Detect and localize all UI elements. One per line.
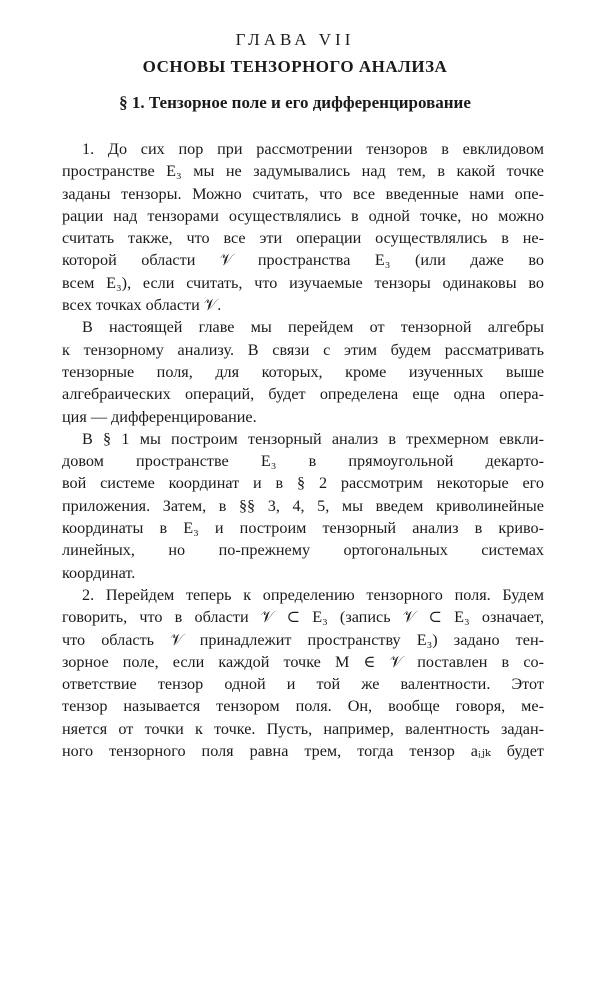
section-heading: § 1. Тензорное поле и его дифференцирование <box>119 93 471 112</box>
text-line: тензорные поля, для которых, кроме изученных выше <box>62 362 544 381</box>
text-line: тензор называется тензором поля. Он, вообще говоря, ме- <box>62 697 544 716</box>
text-line: координаты в E₃ и построим тензорный анализ в криво- <box>62 519 544 538</box>
text-line: всех точках области 𝒱. <box>62 296 222 315</box>
text-line: к тензорному анализу. В связи с этим будем рассматривать <box>62 340 544 359</box>
body-text <box>62 138 544 762</box>
text-line: координат. <box>62 563 136 582</box>
text-line: ция — дифференцирование. <box>62 407 257 426</box>
text-line: В § 1 мы построим тензорный анализ в трехмерном евкли- <box>82 429 544 448</box>
chapter-title: ОСНОВЫ ТЕНЗОРНОГО АНАЛИЗА <box>142 57 448 76</box>
text-line: алгебраических операций, будет определена еще одна опера- <box>62 385 544 404</box>
text-line: ответствие тензор одной и той же валентности. Этот <box>62 675 544 694</box>
text-line: пространстве E₃ мы не задумывались над тем, в какой точке <box>62 162 544 181</box>
text-line: что область 𝒱 принадлежит пространству E₃) задано тен- <box>62 630 544 649</box>
text-line: заданы тензоры. Можно считать, что все введенные нами опе- <box>62 184 544 203</box>
text-line: приложения. Затем, в §§ 3, 4, 5, мы введем криволинейные <box>62 496 544 515</box>
text-line: няется от точки к точке. Пусть, например, валентность задан- <box>62 719 544 738</box>
text-line: рации над тензорами осуществлялись в одной точке, но можно <box>62 206 544 225</box>
text-line: 1. До сих пор при рассмотрении тензоров в евклидовом <box>82 140 544 158</box>
chapter-heading: ГЛАВА VII <box>235 30 355 49</box>
text-line: которой области 𝒱 пространства E₃ (или даже во <box>62 251 544 270</box>
text-line: зорное поле, если каждой точке M ∈ 𝒱 поставлен в со- <box>62 652 544 671</box>
text-line: вой системе координат и в § 2 рассмотрим некоторые его <box>62 474 544 493</box>
text-line: довом пространстве E₃ в прямоугольной декарто- <box>62 452 544 471</box>
text-line: ного тензорного поля равна трем, тогда тензор aᵢⱼₖ будет <box>62 742 544 761</box>
text-line: В настоящей главе мы перейдем от тензорной алгебры <box>82 318 544 337</box>
text-line: 2. Перейдем теперь к определению тензорного поля. Будем <box>82 585 544 604</box>
text-line: говорить, что в области 𝒱 ⊂ E₃ (запись 𝒱 ⊂ E₃ означает, <box>62 608 544 627</box>
text-line: линейных, но по-прежнему ортогональных системах <box>62 541 544 560</box>
text-line: всем E₃), если считать, что изучаемые тензоры одинаковы во <box>62 273 544 292</box>
text-line: считать также, что все эти операции осуществлялись в не- <box>62 229 544 248</box>
